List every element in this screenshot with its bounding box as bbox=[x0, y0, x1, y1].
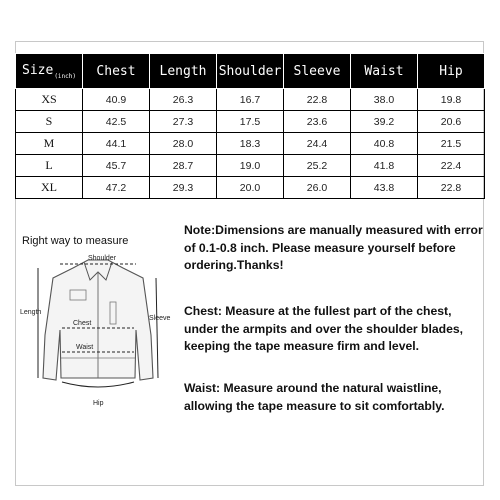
hip-cell: 21.5 bbox=[418, 133, 485, 155]
length-cell: 29.3 bbox=[150, 177, 217, 199]
shoulder-cell: 18.3 bbox=[217, 133, 284, 155]
chest-cell: 44.1 bbox=[83, 133, 150, 155]
header-sleeve: Sleeve bbox=[284, 54, 351, 89]
sleeve-label: Sleeve bbox=[149, 315, 171, 322]
header-shoulder: Shoulder bbox=[217, 54, 284, 89]
table-row bbox=[16, 89, 485, 111]
header-size-label: Size bbox=[22, 62, 54, 78]
size-cell: M bbox=[16, 133, 83, 155]
size-cell: XS bbox=[16, 89, 83, 111]
length-cell: 26.3 bbox=[150, 89, 217, 111]
length-cell: 28.7 bbox=[150, 155, 217, 177]
waist-label: Waist bbox=[76, 344, 94, 351]
waist-cell: 38.0 bbox=[351, 89, 418, 111]
table-row bbox=[16, 133, 485, 155]
header-length: Length bbox=[150, 54, 217, 89]
chest-instruction: Chest: Measure at the fullest part of the chest, under the armpits and over the shoulder blades, keeping the tape measure firm and level. bbox=[184, 304, 464, 353]
chest-cell: 40.9 bbox=[83, 89, 150, 111]
shoulder-label: Shoulder bbox=[88, 255, 117, 262]
header-chest: Chest bbox=[83, 54, 150, 89]
shoulder-cell: 17.5 bbox=[217, 111, 284, 133]
sleeve-measure-line bbox=[156, 278, 158, 378]
header-size bbox=[16, 54, 83, 89]
header-size-unit: (inch) bbox=[54, 72, 76, 80]
hip-cell: 20.6 bbox=[418, 111, 485, 133]
sleeve-cell: 25.2 bbox=[284, 155, 351, 177]
waist-cell: 39.2 bbox=[351, 111, 418, 133]
shoulder-cell: 19.0 bbox=[217, 155, 284, 177]
shoulder-cell: 16.7 bbox=[217, 89, 284, 111]
hip-measure-line bbox=[62, 382, 134, 387]
size-cell: S bbox=[16, 111, 83, 133]
table-row bbox=[16, 111, 485, 133]
figure-title: Right way to measure bbox=[22, 235, 129, 247]
sleeve-cell: 26.0 bbox=[284, 177, 351, 199]
header-hip: Hip bbox=[418, 54, 485, 89]
waist-cell: 43.8 bbox=[351, 177, 418, 199]
table-row bbox=[16, 155, 485, 177]
length-cell: 28.0 bbox=[150, 133, 217, 155]
hip-cell: 22.4 bbox=[418, 155, 485, 177]
sleeve-cell: 23.6 bbox=[284, 111, 351, 133]
size-chart-table bbox=[15, 53, 485, 199]
jacket-measure-diagram bbox=[18, 250, 178, 415]
length-cell: 27.3 bbox=[150, 111, 217, 133]
waist-instruction: Waist: Measure around the natural waistline, allowing the tape measure to sit comfortably. bbox=[184, 381, 445, 413]
chest-cell: 47.2 bbox=[83, 177, 150, 199]
waist-cell: 41.8 bbox=[351, 155, 418, 177]
size-cell: L bbox=[16, 155, 83, 177]
shoulder-cell: 20.0 bbox=[217, 177, 284, 199]
hip-cell: 22.8 bbox=[418, 177, 485, 199]
size-cell: XL bbox=[16, 177, 83, 199]
hip-label: Hip bbox=[93, 400, 104, 407]
header-waist: Waist bbox=[351, 54, 418, 89]
length-label: Length bbox=[20, 309, 42, 316]
note-text: Note:Dimensions are manually measured with error of 0.1-0.8 inch. Please measure yourself before ordering.Thanks! bbox=[184, 223, 483, 272]
chest-cell: 45.7 bbox=[83, 155, 150, 177]
sleeve-cell: 22.8 bbox=[284, 89, 351, 111]
hip-cell: 19.8 bbox=[418, 89, 485, 111]
chest-cell: 42.5 bbox=[83, 111, 150, 133]
table-header-row bbox=[16, 54, 485, 89]
table-row bbox=[16, 177, 485, 199]
chest-label: Chest bbox=[73, 320, 92, 327]
sleeve-cell: 24.4 bbox=[284, 133, 351, 155]
waist-cell: 40.8 bbox=[351, 133, 418, 155]
